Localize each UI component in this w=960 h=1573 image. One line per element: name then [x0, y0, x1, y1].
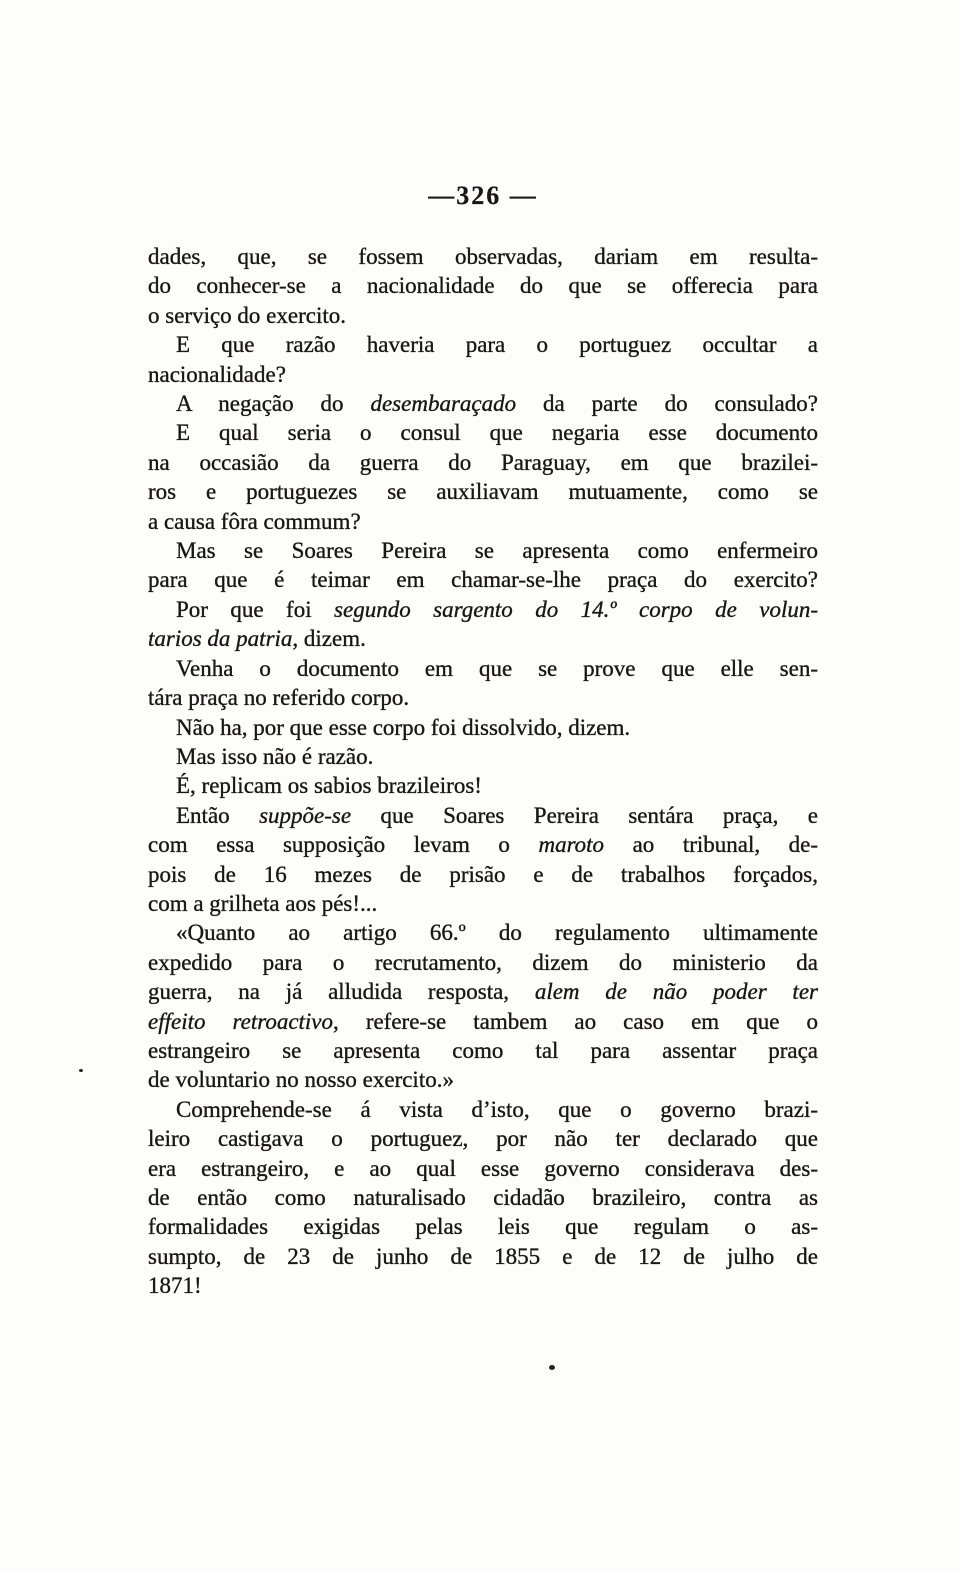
text-line	[148, 507, 818, 536]
text-segment: era estrangeiro, e ao qual esse governo considerava des-	[148, 1155, 818, 1181]
paragraph	[148, 713, 818, 742]
italic-text: maroto	[538, 832, 605, 858]
text-line	[148, 1036, 818, 1065]
text-segment: ao tribunal, de-	[604, 832, 818, 858]
text-line	[148, 889, 818, 918]
text-line	[148, 1242, 818, 1271]
text-line	[148, 418, 818, 447]
text-line	[148, 860, 818, 889]
italic-text: segundo sargento do 14.º corpo de volun-	[334, 596, 819, 622]
paragraph	[148, 742, 818, 771]
text-line	[148, 918, 818, 947]
text-line	[148, 1007, 818, 1036]
text-line	[148, 830, 818, 859]
text-line	[148, 977, 818, 1006]
text-segment: de voluntario no nosso exercito.»	[148, 1067, 454, 1093]
text-segment: leiro castigava o portuguez, por não ter declarado que	[148, 1126, 818, 1152]
paragraph	[148, 654, 818, 713]
italic-text: suppõe-se	[259, 802, 352, 828]
text-segment: guerra, na já alludida resposta,	[148, 979, 535, 1005]
text-segment: tára praça no referido corpo.	[148, 685, 410, 711]
text-segment: É, replicam os sabios brazileiros!	[176, 773, 482, 799]
text-segment: a causa fôra commum?	[148, 508, 361, 534]
text-segment: A negação do	[176, 391, 371, 417]
text-line	[148, 242, 818, 271]
paragraph	[148, 536, 818, 595]
paragraph	[148, 595, 818, 654]
text-segment: nacionalidade?	[148, 361, 286, 387]
paragraph	[148, 918, 818, 1094]
text-line	[148, 683, 818, 712]
text-segment: para que é teimar em chamar-se-lhe praça do exercito?	[148, 567, 818, 593]
text-line	[148, 1183, 818, 1212]
text-line	[148, 801, 818, 830]
text-segment: sumpto, de 23 de junho de 1855 e de 12 de julho de	[148, 1243, 818, 1269]
italic-text: desembaraçado	[370, 391, 517, 417]
text-segment: o serviço do exercito.	[148, 302, 346, 328]
text-line	[148, 742, 818, 771]
text-line	[148, 330, 818, 359]
text-line	[148, 1212, 818, 1241]
text-line	[148, 565, 818, 594]
text-segment: 1871!	[148, 1273, 202, 1299]
text-line	[148, 948, 818, 977]
text-segment: que Soares Pereira sentára praça, e	[351, 802, 818, 828]
italic-text: effeito retroactivo	[148, 1008, 334, 1034]
text-segment: ros e portuguezes se auxiliavam mutuamente, como se	[148, 479, 818, 505]
italic-text: alem de não poder ter	[534, 979, 818, 1005]
text-segment: E qual seria o consul que negaria esse documento	[176, 420, 818, 446]
ink-speck-artifact	[549, 1365, 555, 1370]
text-segment: Por que foi	[176, 596, 335, 622]
text-line	[148, 595, 818, 624]
paragraph	[148, 801, 818, 919]
text-line	[148, 389, 818, 418]
text-line	[148, 1095, 818, 1124]
text-segment: estrangeiro se apresenta como tal para assentar praça	[148, 1037, 818, 1063]
text-segment: Mas se Soares Pereira se apresenta como enfermeiro	[176, 538, 818, 564]
text-segment: , refere-se tambem ao caso em que o	[333, 1008, 818, 1034]
page-number: —326 —	[428, 181, 538, 210]
text-segment: «Quanto ao artigo 66.º do regulamento ultimamente	[176, 920, 818, 946]
ink-speck-artifact	[79, 1069, 83, 1072]
text-line	[148, 301, 818, 330]
text-segment: dades, que, se fossem observadas, dariam em resulta-	[148, 244, 818, 269]
text-line	[148, 477, 818, 506]
text-segment: pois de 16 mezes de prisão e de trabalhos forçados,	[148, 861, 818, 887]
text-line	[148, 624, 818, 653]
text-line	[148, 771, 818, 800]
paragraph	[148, 242, 818, 330]
paragraph	[148, 418, 818, 536]
text-line	[148, 713, 818, 742]
text-line	[148, 1154, 818, 1183]
text-segment: com a grilheta aos pés!...	[148, 890, 378, 916]
text-segment: Não ha, por que esse corpo foi dissolvido, dizem.	[176, 714, 631, 740]
paragraph	[148, 1095, 818, 1301]
text-segment: com essa supposição levam o	[148, 832, 539, 858]
text-segment: na occasião da guerra do Paraguay, em que brazilei-	[148, 449, 818, 475]
text-line	[148, 1271, 818, 1300]
text-segment: Então	[176, 802, 260, 828]
paragraph	[148, 771, 818, 800]
text-segment: Mas isso não é razão.	[176, 743, 374, 769]
text-segment: , dizem.	[292, 626, 366, 652]
page-body	[148, 242, 818, 1301]
text-segment: E que razão haveria para o portuguez occultar a	[176, 332, 818, 358]
paragraph	[148, 389, 818, 418]
text-line	[148, 271, 818, 300]
text-line	[148, 448, 818, 477]
text-line	[148, 360, 818, 389]
italic-text: tarios da patria	[148, 626, 293, 652]
text-line	[148, 1065, 818, 1094]
text-segment: do conhecer-se a nacionalidade do que se offerecia para	[148, 273, 818, 299]
text-segment: formalidades exigidas pelas leis que regulam o as-	[148, 1214, 818, 1240]
text-segment: expedido para o recrutamento, dizem do ministerio da	[148, 949, 818, 975]
text-segment: Venha o documento em que se prove que elle sen-	[176, 655, 818, 681]
text-segment: Comprehende-se á vista d’isto, que o governo brazi-	[176, 1096, 818, 1122]
text-line	[148, 536, 818, 565]
text-line	[148, 654, 818, 683]
paragraph	[148, 330, 818, 389]
text-line	[148, 1124, 818, 1153]
text-segment: de então como naturalisado cidadão brazileiro, contra as	[148, 1185, 818, 1210]
text-segment: da parte do consulado?	[516, 391, 818, 417]
